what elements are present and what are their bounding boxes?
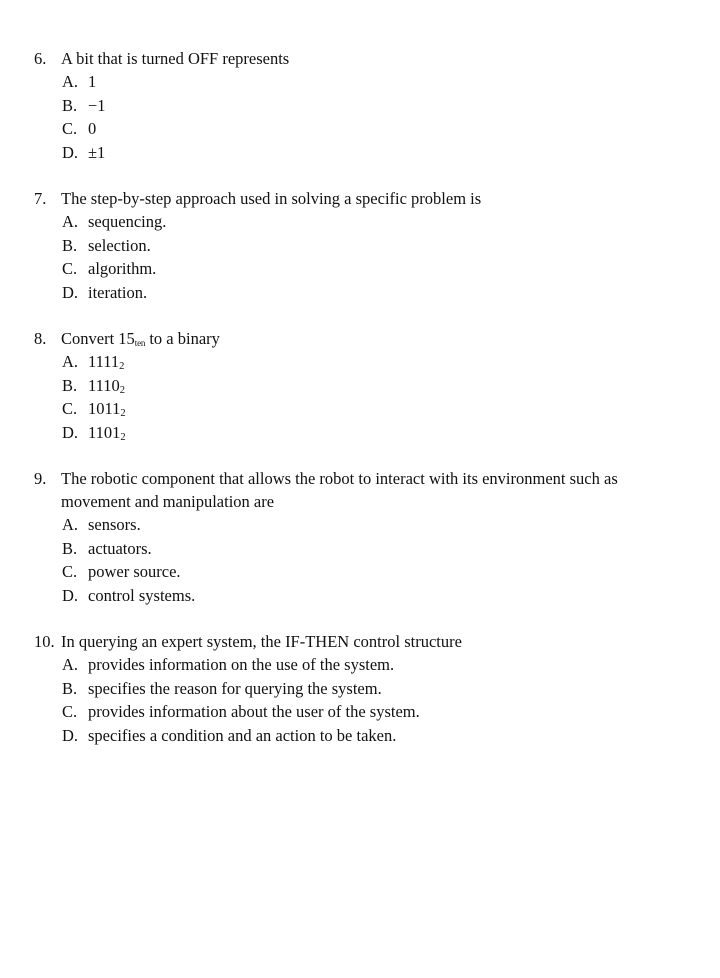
option-letter: D. [62,585,79,605]
option-letter: C. [62,562,78,581]
question-text-line-2: movement and manipulation are [61,492,275,511]
question-8 [34,327,674,444]
option-c [34,257,674,281]
option-text: ±1 [88,142,106,162]
option-a [34,513,674,537]
option-text: 1 [88,72,97,91]
option-text: 0 [88,119,97,138]
option-letter: A. [62,515,79,534]
question-stem [34,47,674,70]
question-text: In querying an expert system, the IF-THEN control structure [61,632,462,651]
option-letter: C. [62,259,78,278]
option-a [34,653,674,677]
option-a [34,350,674,374]
question-stem [34,630,674,653]
base-subscript: 2 [120,408,126,419]
option-letter: B. [62,375,78,395]
options-list [34,210,674,304]
option-c [34,700,674,724]
option-text: 1111 [88,352,120,371]
option-text: control systems. [88,585,196,605]
option-letter: A. [62,72,79,91]
option-b [34,94,674,118]
base-subscript: 2 [120,431,126,443]
question-number: 6. [34,49,47,68]
option-text: sensors. [88,515,141,534]
option-letter: D. [62,142,79,162]
question-text-part: to a binary [145,329,220,348]
option-text: provides information on the use of the system. [88,655,395,674]
option-letter: B. [62,95,78,115]
option-letter: B. [62,538,78,558]
options-list [34,653,674,747]
base-subscript: ten [134,338,146,348]
option-c [34,397,674,421]
option-letter: C. [62,119,78,138]
option-letter: B. [62,678,78,698]
option-b [34,234,674,258]
options-list [34,350,674,444]
option-letter: A. [62,212,79,231]
question-number: 7. [34,189,47,208]
option-text: sequencing. [88,212,167,231]
question-text-part: Convert 15 [61,329,135,348]
option-letter: B. [62,235,78,255]
question-text: The step-by-step approach used in solving a specific problem is [61,189,482,208]
options-list [34,70,674,164]
option-d [34,724,674,748]
question-number: 8. [34,329,47,348]
option-text: 1110 [88,375,120,395]
option-d [34,281,674,305]
option-d [34,584,674,608]
option-d [34,141,674,165]
options-list [34,513,674,607]
option-text: provides information about the user of the system. [88,702,420,721]
question-stem [34,327,674,350]
question-text-line-1: The robotic component that allows the robot to interact with its environment such as [61,469,618,488]
option-letter: C. [62,399,78,418]
base-subscript: 2 [119,384,126,396]
option-letter: A. [62,352,79,371]
option-c [34,560,674,584]
base-subscript: 2 [119,361,125,372]
option-text: specifies a condition and an action to be taken. [88,725,397,745]
question-text [61,327,674,350]
question-9 [34,467,674,607]
question-number: 10. [34,632,55,651]
option-text: −1 [88,95,106,115]
option-b [34,374,674,398]
option-text: power source. [88,562,181,581]
question-stem [34,467,674,513]
option-text: iteration. [88,282,148,302]
option-letter: D. [62,282,79,302]
question-10 [34,630,674,747]
option-letter: C. [62,702,78,721]
option-text: actuators. [88,538,152,558]
option-text: 1011 [88,399,121,418]
option-text: selection. [88,235,151,255]
question-stem [34,187,674,210]
option-letter: A. [62,655,79,674]
question-number: 9. [34,469,47,488]
option-a [34,210,674,234]
option-letter: D. [62,422,79,442]
option-text: specifies the reason for querying the system. [88,678,382,698]
option-text: 1101 [88,422,121,442]
option-text: algorithm. [88,259,157,278]
question-6 [34,47,674,164]
option-d [34,421,674,445]
option-c [34,117,674,141]
option-b [34,677,674,701]
question-7 [34,187,674,304]
option-letter: D. [62,725,79,745]
option-b [34,537,674,561]
option-a [34,70,674,94]
question-text: A bit that is turned OFF represents [61,49,290,68]
